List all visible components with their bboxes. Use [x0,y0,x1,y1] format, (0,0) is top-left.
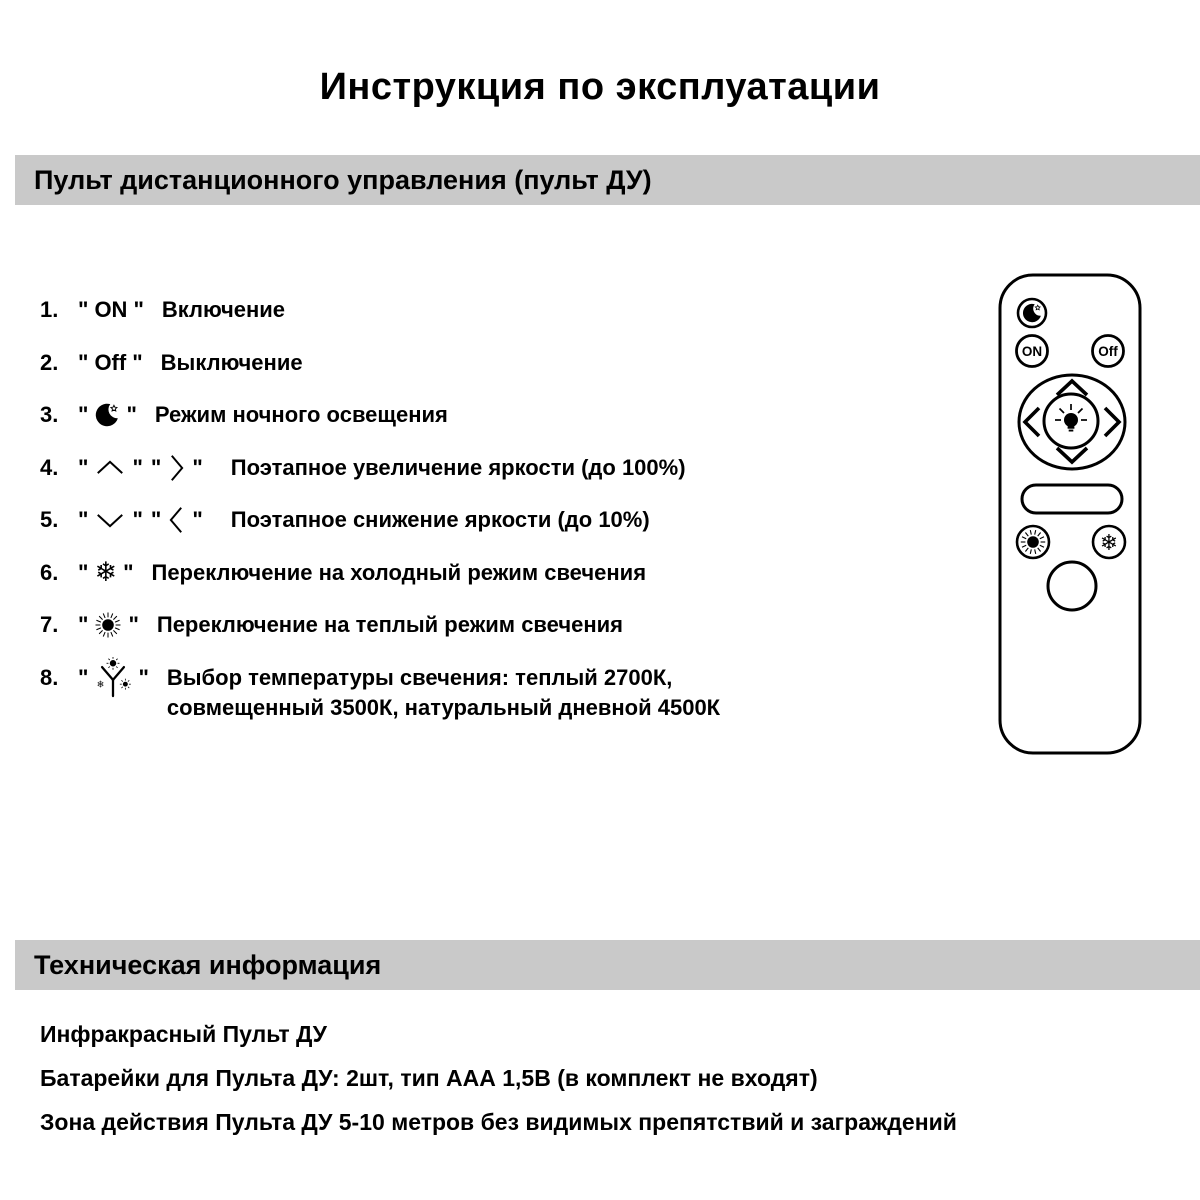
instruction-item-2 [40,337,727,390]
snowflake-icon: ❄ [1099,531,1119,556]
quote-mark: " [138,664,149,690]
item-number: 6. [40,559,59,585]
instruction-item-7 [40,599,727,652]
quote-mark: " [150,454,162,480]
instruction-item-1 [40,284,727,337]
item-button-symbols [74,494,207,547]
instruction-item-4 [40,442,727,495]
item-button-symbols [74,599,143,652]
chevron-right-icon [167,452,186,484]
warm-sun-icon [94,611,122,639]
section-header-remote [15,155,1200,205]
instruction-item-5 [40,494,727,547]
section-header-tech-label: Техническая информация [34,949,382,980]
off-button-label: Off [1098,344,1118,359]
snowflake-icon: ❄ [97,679,106,691]
item-description: Поэтапное снижение яркости (до 10%) [230,507,650,533]
round-blank-button [1048,562,1096,610]
quote-mark: " [133,297,144,323]
snowflake-icon: ❄ [94,557,118,589]
item-number: 4. [40,454,59,480]
blank-pill-button [1022,485,1122,513]
quote-mark: " [132,507,143,533]
remote-buttons-list [40,284,727,723]
item-description: Режим ночного освещения [154,402,448,428]
quote-mark: " [150,507,162,533]
item-button-symbols [74,284,148,337]
item-number: 8. [40,664,59,690]
item-description: Выключение [160,349,303,375]
button-label-off: Off [94,349,127,375]
quote-mark: " [132,454,143,480]
quote-mark: " [78,664,89,690]
quote-mark: " [78,559,89,585]
item-description: Переключение на холодный режим свечения [151,559,647,585]
quote-mark: " [128,612,139,638]
tech-info-line: Зона действия Пульта ДУ 5-10 метров без видимых препятствий и заграждений [40,1108,957,1135]
quote-mark: " [78,454,89,480]
instruction-item-8 [40,652,727,723]
section-header-tech [15,940,1200,990]
section-header-remote-label: Пульт дистанционного управления (пульт ДУ) [34,164,652,195]
quote-mark: " [192,507,203,533]
page-title: Инструкция по эксплуатации [319,66,881,108]
remote-control-illustration [995,272,1145,762]
quote-mark: " [78,507,89,533]
item-button-symbols [74,547,138,600]
item-number: 1. [40,297,59,323]
item-description: Включение [161,297,286,323]
button-label-on: ON [94,297,128,323]
item-button-symbols [74,337,147,390]
quote-mark: " [132,349,143,375]
item-button-symbols [74,652,153,705]
instruction-item-6 [40,547,727,600]
item-description: Поэтапное увеличение яркости (до 100%) [230,454,686,480]
quote-mark: " [78,297,89,323]
item-number: 7. [40,612,59,638]
crescent-moon-icon [94,402,120,428]
item-description: Переключение на теплый режим свечения [156,612,624,638]
quote-mark: " [78,612,89,638]
tech-info-line: Батарейки для Пульта ДУ: 2шт, тип ААА 1,5В (в комплект не входят) [40,1064,818,1091]
quote-mark: " [123,559,134,585]
tech-info-line: Инфракрасный Пульт ДУ [40,1020,327,1047]
chevron-left-icon [167,504,186,536]
tech-info-list [40,1012,957,1144]
color-temperature-select-icon [94,657,132,699]
item-number: 5. [40,507,59,533]
item-button-symbols [74,442,207,495]
instruction-item-3 [40,389,727,442]
item-number: 2. [40,349,59,375]
quote-mark: " [78,349,89,375]
item-button-symbols [74,389,141,442]
quote-mark: " [192,454,203,480]
item-number: 3. [40,402,59,428]
item-description: Выбор температуры свечения: теплый 2700К, совмещенный 3500К, натуральный дневной 4500К [166,664,721,720]
chevron-down-icon [94,511,126,530]
quote-mark: " [78,402,89,428]
quote-mark: " [126,402,137,428]
on-button-label: ON [1021,344,1043,359]
chevron-up-icon [94,458,126,477]
